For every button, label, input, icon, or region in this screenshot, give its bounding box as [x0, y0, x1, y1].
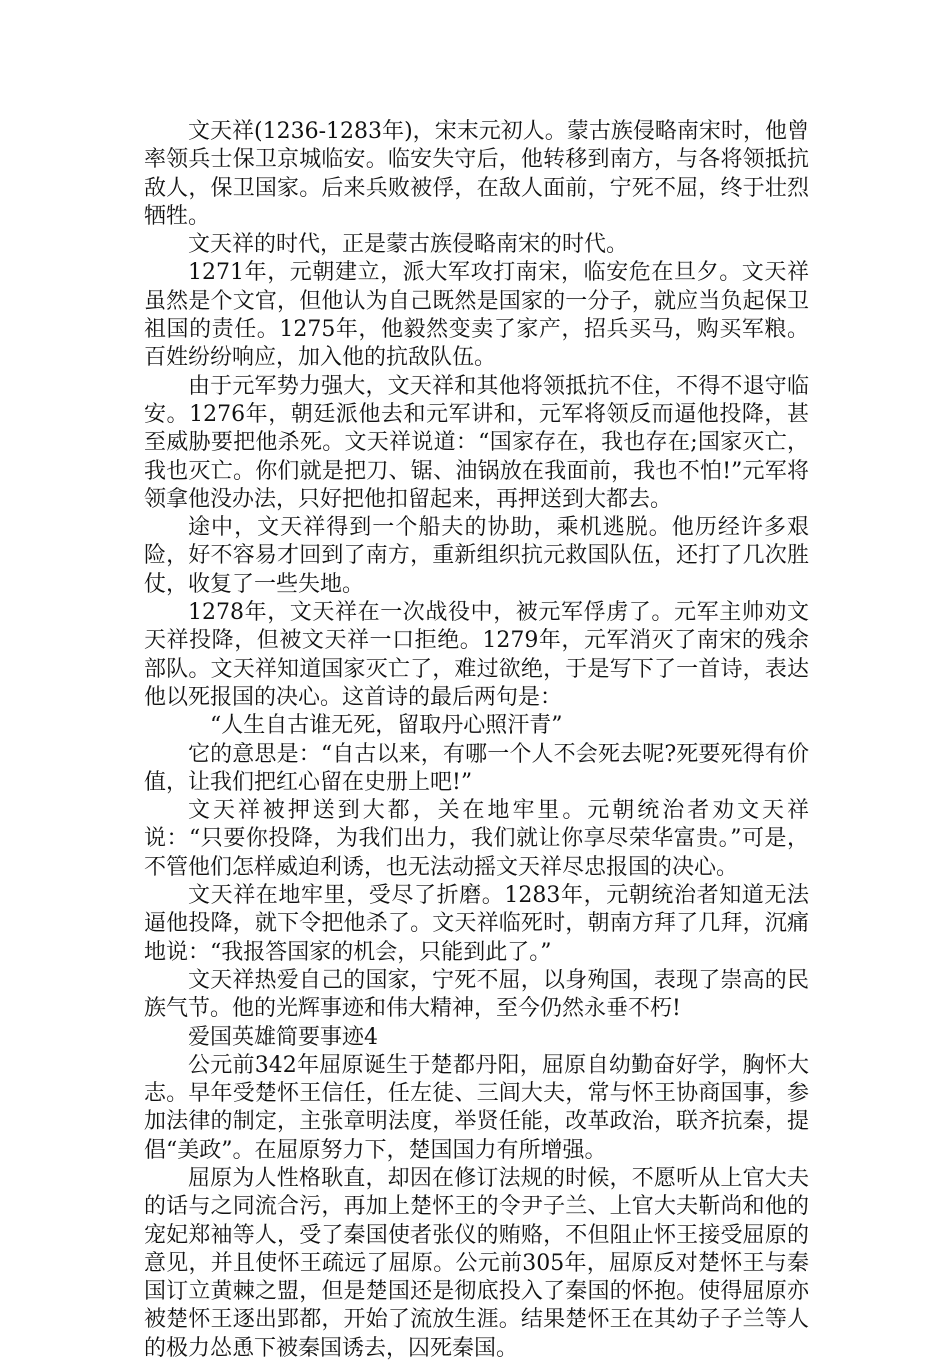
- section-heading: 爱国英雄简要事迹4: [188, 1024, 378, 1050]
- paragraph-intro: 文天祥(1236-1283年)，宋末元初人。蒙古族侵略南宋时，他曾率领兵士保卫京城临安。临安失守后，他转移到南方，与各将领抵抗敌人，保卫国家。后来兵败被俘，在敌人面前，宁死不屈，终于壮烈牺牲。: [144, 119, 809, 229]
- paragraph-era: 文天祥的时代，正是蒙古族侵略南宋的时代。: [188, 232, 629, 258]
- paragraph-1278: 1278年，文天祥在一次战役中，被元军俘虏了。元军主帅劝文天祥投降，但被文天祥一口拒绝。1279年，元军消灭了南宋的残余部队。文天祥知道国家灭亡了，难过欲绝，于是写下了一首诗，表达他以死报国的决心。这首诗的最后两句是：: [144, 600, 809, 710]
- paragraph-conclusion: 文天祥热爱自己的国家，宁死不屈，以身殉国，表现了崇高的民族气节。他的光辉事迹和伟大精神，至今仍然永垂不朽!: [144, 967, 809, 1022]
- document-page: [144, 118, 809, 1363]
- paragraph-escape: 途中，文天祥得到一个船夫的协助，乘机逃脱。他历经许多艰险，好不容易才回到了南方，重新组织抗元救国队伍，还打了几次胜仗，收复了一些失地。: [144, 515, 809, 597]
- paragraph-poem-meaning: 它的意思是：“自古以来，有哪一个人不会死去呢?死要死得有价值，让我们把红心留在史册上吧!”: [144, 741, 809, 795]
- poem-line: “人生自古谁无死，留取丹心照汗青”: [210, 713, 563, 739]
- paragraph-1276: 由于元军势力强大，文天祥和其他将领抵抗不住，不得不退守临安。1276年，朝廷派他去和元军讲和，元军将领反而逼他投降，甚至威胁要把他杀死。文天祥说道：“国家存在，我也存在;国家灭亡，我也灭亡。你们就是把刀、锯、油锅放在我面前，我也不怕!”元军将领拿他没办法，只好把他扣留起来，再押送到大都去。: [144, 373, 809, 512]
- paragraph-quyuan-exile: 屈原为人性格耿直，却因在修订法规的时候，不愿听从上官大夫的话与之同流合污，再加上楚怀王的令尹子兰、上官大夫靳尚和他的宠妃郑袖等人，受了秦国使者张仪的贿赂，不但阻止怀王接受屈原的意见，并且使怀王疏远了屈原。公元前305年，屈原反对楚怀王与秦国订立黄棘之盟，但是楚国还是彻底投入了秦国的怀抱。使得屈原亦被楚怀王逐出郢都，开始了流放生涯。结果楚怀王在其幼子子兰等人的极力怂恿下被秦国诱去，囚死秦国。: [144, 1165, 809, 1361]
- paragraph-quyuan-intro: 公元前342年屈原诞生于楚都丹阳，屈原自幼勤奋好学，胸怀大志。早年受楚怀王信任，任左徒、三闾大夫，常与怀王协商国事，参加法律的制定，主张章明法度，举贤任能，改革政治，联齐抗秦，提倡“美政”。在屈原努力下，楚国国力有所增强。: [144, 1052, 809, 1163]
- paragraph-prison: 文天祥被押送到大都，关在地牢里。元朝统治者劝文天祥说：“只要你投降，为我们出力，我们就让你享尽荣华富贵。”可是，不管他们怎样威迫利诱，也无法动摇文天祥尽忠报国的决心。: [144, 798, 809, 880]
- paragraph-1283: 文天祥在地牢里，受尽了折磨。1283年，元朝统治者知道无法逼他投降，就下令把他杀了。文天祥临死时，朝南方拜了几拜，沉痛地说：“我报答国家的机会，只能到此了。”: [144, 883, 809, 965]
- paragraph-1271: 1271年，元朝建立，派大军攻打南宋，临安危在旦夕。文天祥虽然是个文官，但他认为自己既然是国家的一分子，就应当负起保卫祖国的责任。1275年，他毅然变卖了家产，招兵买马，购买军粮。百姓纷纷响应，加入他的抗敌队伍。: [144, 260, 809, 371]
